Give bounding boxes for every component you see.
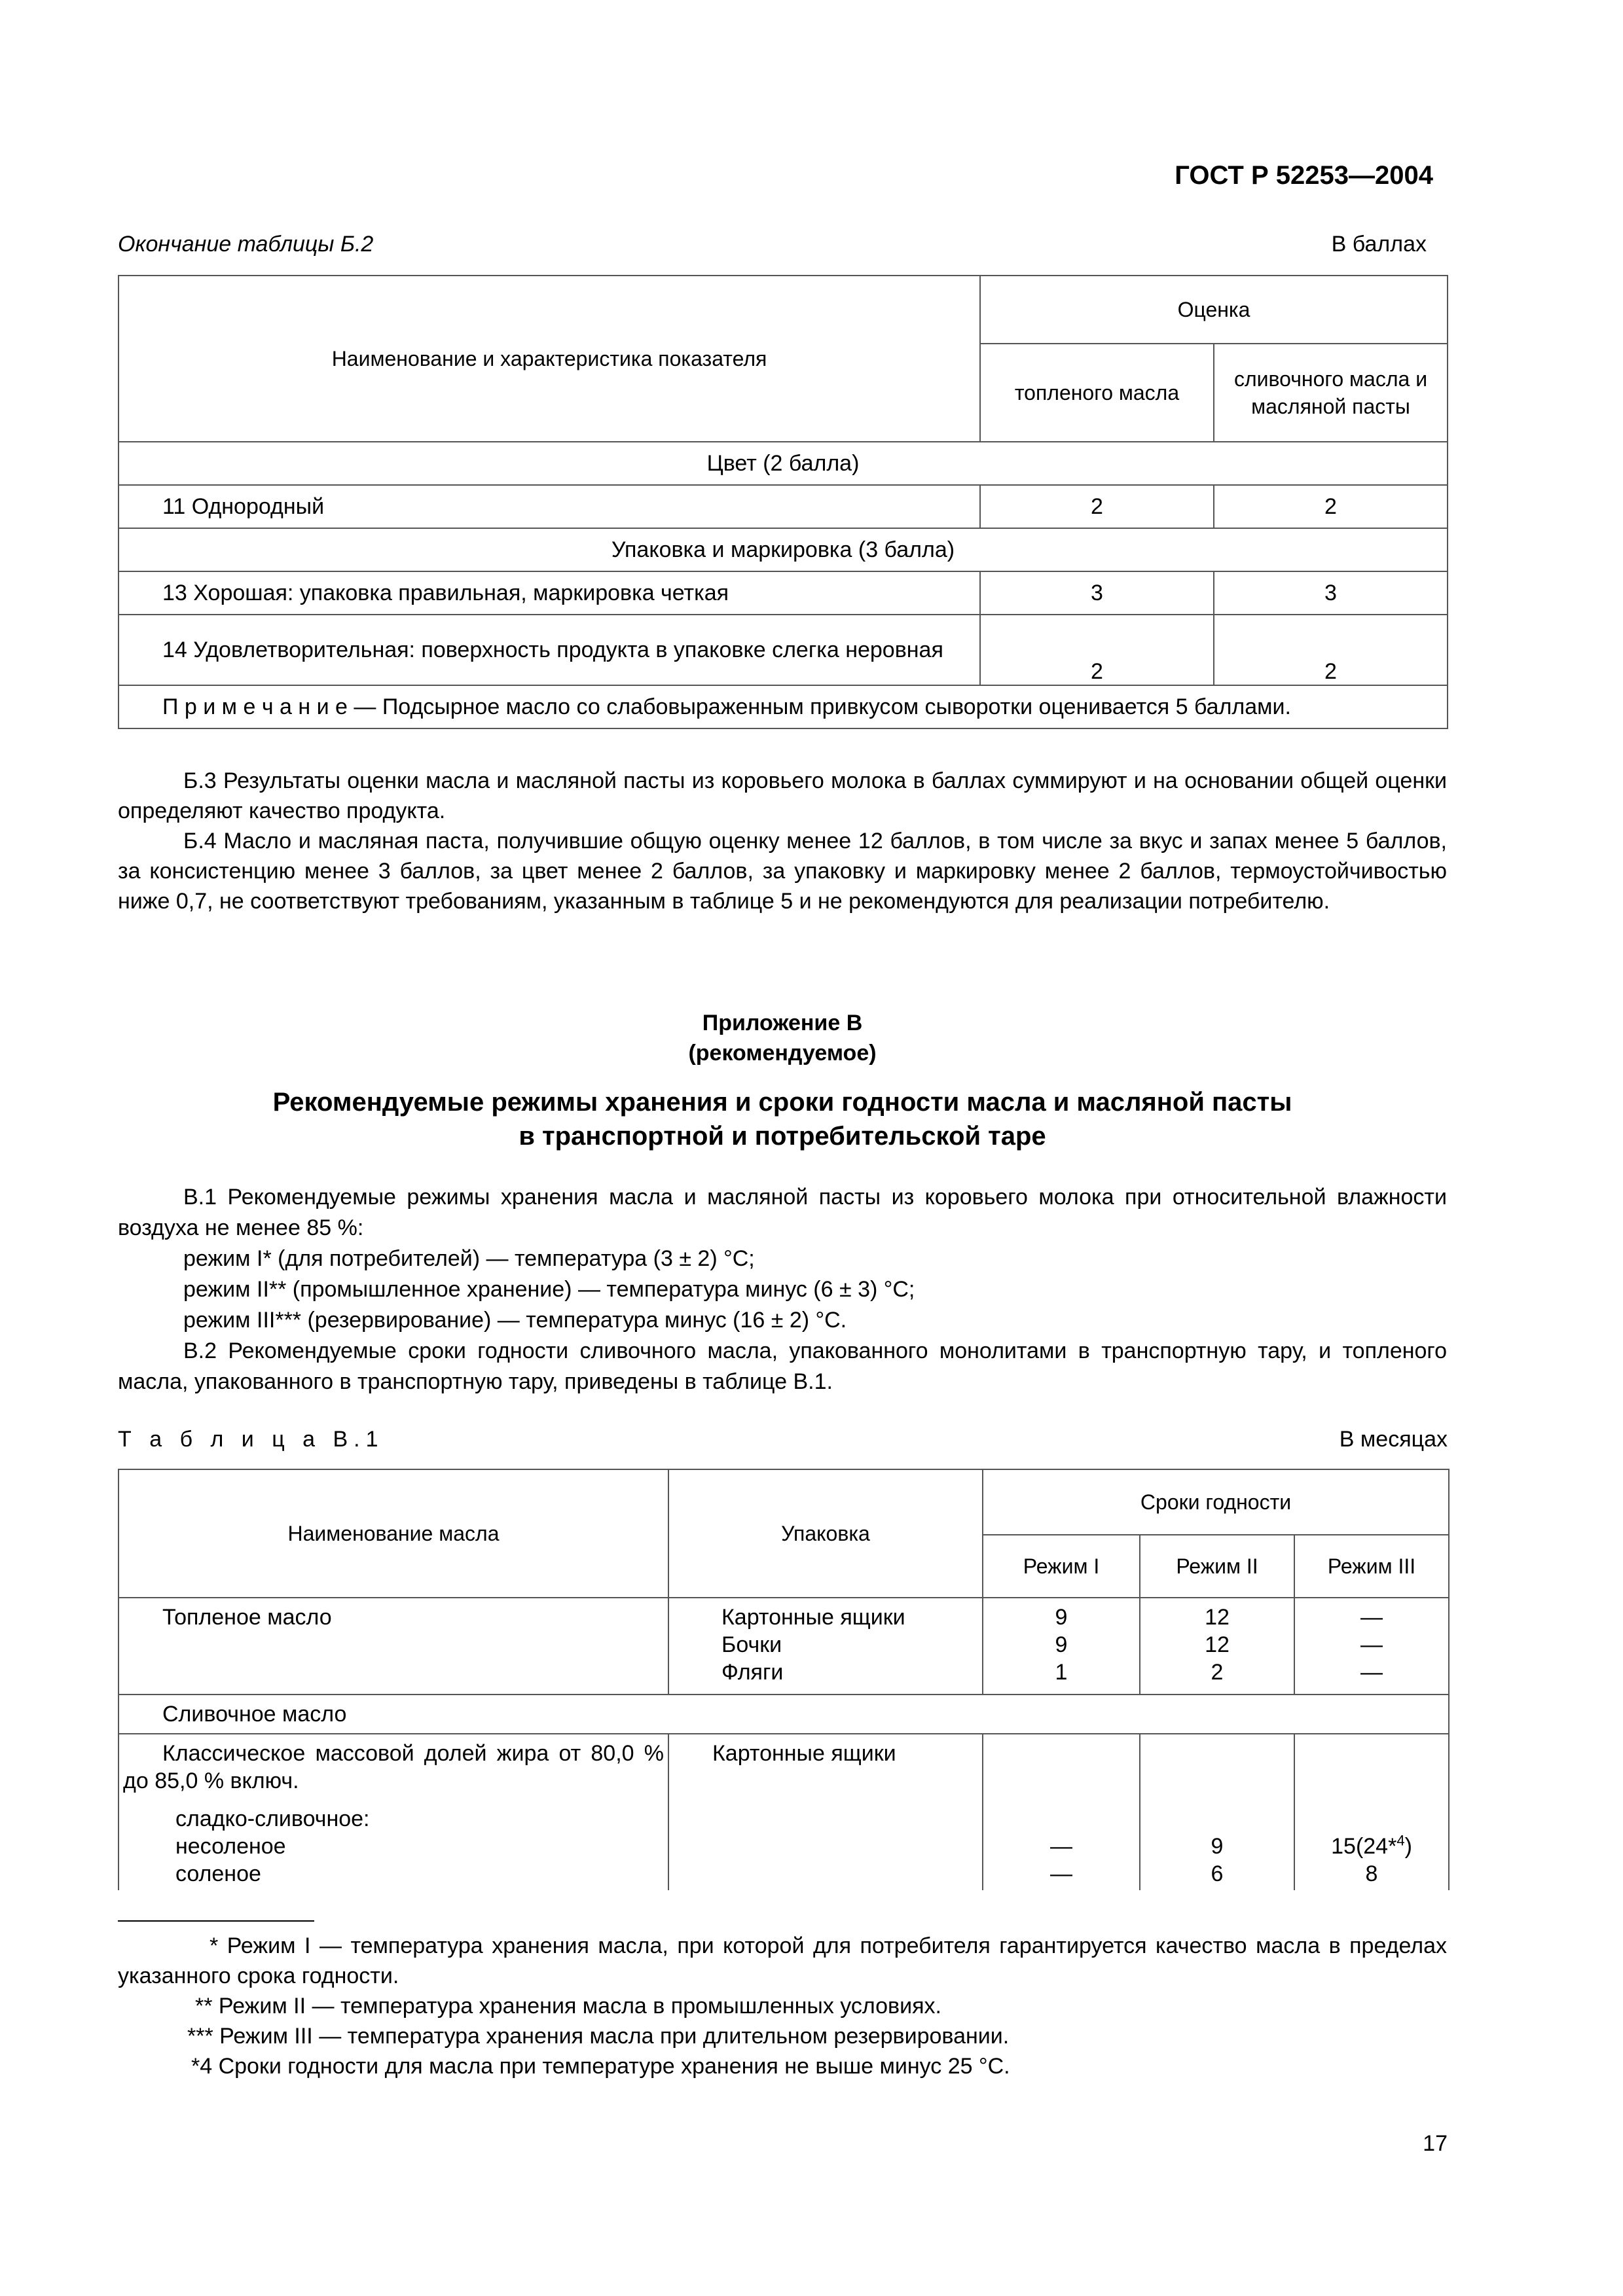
ghee-mode3-1: — xyxy=(1360,1605,1383,1630)
ghee-pack-1: Картонные ящики xyxy=(721,1605,905,1630)
page-number: 17 xyxy=(1423,2131,1448,2156)
table-v1-head-name: Наименование масла xyxy=(119,1469,668,1598)
table-b2-head-butter: сливочного масла и масляной пасты xyxy=(1214,344,1448,442)
table-b2-head-score: Оценка xyxy=(980,276,1448,344)
row-14-ghee: 2 xyxy=(980,615,1214,685)
table-v1 xyxy=(118,1469,1450,1890)
paragraph-v1: В.1 Рекомендуемые режимы хранения масла и масляной пасты из коровьего молока при относительной влажности воздуха не менее 85 %: xyxy=(118,1185,1447,1240)
table-b2-head-indicator: Наименование и характеристика показателя xyxy=(119,276,980,442)
classic-pack: Картонные ящики xyxy=(668,1734,983,1890)
ghee-mode1-1: 9 xyxy=(1055,1605,1068,1630)
footnote-1 xyxy=(118,1931,1447,1991)
footnote-mark: ** xyxy=(195,1994,213,2018)
table-b2-unit: В баллах xyxy=(1331,232,1427,257)
row-11-butter: 2 xyxy=(1214,485,1448,528)
note-text: — Подсырное масло со слабовыраженным привкусом сыворотки оценивается 5 баллами. xyxy=(347,694,1291,719)
mode-2: режим II** (промышленное хранение) — температура минус (6 ± 3) °С; xyxy=(183,1277,915,1302)
paragraph-b4: Б.4 Масло и масляная паста, получившие общую оценку менее 12 баллов, в том числе за вкус и запах менее 5 баллов, за консистенцию менее 3 баллов, за цвет менее 2 баллов, за упаковку и маркировку менее 2 баллов, термоустойчивостью ниже 0,7, не соответствуют требованиям, указанным в таблице 5 и не рекомендуются для реализации потребителю. xyxy=(118,829,1447,914)
ghee-mode2-2: 12 xyxy=(1205,1632,1230,1657)
appendix-status: (рекомендуемое) xyxy=(688,1041,877,1066)
classic-salted: соленое xyxy=(175,1861,261,1886)
footnote-3 xyxy=(118,2021,1447,2051)
classic-mode2-cell xyxy=(1140,1734,1294,1890)
paragraph-v2: В.2 Рекомендуемые сроки годности сливочного масла, упакованного монолитами в транспортную тару, и топленого масла, упакованного в транспортную тару, приведены в таблице В.1. xyxy=(118,1338,1447,1394)
table-b2-section-pack: Упаковка и маркировка (3 балла) xyxy=(119,528,1448,571)
table-row xyxy=(119,571,1448,615)
classic-mode3-cell xyxy=(1294,1734,1449,1890)
row-14-label: 14 Удовлетворительная: поверхность продукта в упаковке слегка неровная xyxy=(119,615,980,685)
table-v1-head-terms: Сроки годности xyxy=(983,1469,1449,1535)
paragraph-b3: Б.3 Результаты оценки масла и масляной пасты из коровьего молока в баллах суммируют и на основании общей оценки определяют качество продукта. xyxy=(118,768,1447,823)
ghee-mode2-3: 2 xyxy=(1211,1660,1224,1685)
table-v1-caption: Т а б л и ц а В.1 xyxy=(118,1427,384,1452)
ghee-mode1-cell xyxy=(983,1598,1140,1695)
ghee-mode3-cell xyxy=(1294,1598,1449,1695)
row-13-ghee: 3 xyxy=(980,571,1214,615)
note-prefix: П р и м е ч а н и е xyxy=(162,694,348,719)
footnote-mark: *** xyxy=(187,2024,213,2049)
classic-sub-head: сладко-сливочное: xyxy=(175,1806,370,1831)
ghee-mode3-2: — xyxy=(1360,1632,1383,1657)
footnote-2 xyxy=(118,1991,1447,2021)
footnote-separator xyxy=(118,1920,314,1922)
table-v1-head-mode3: Режим III xyxy=(1294,1535,1449,1598)
classic-salted-mode1: — xyxy=(1050,1861,1072,1886)
footnote-4 xyxy=(118,2051,1447,2081)
classic-salted-mode3: 8 xyxy=(1365,1861,1378,1886)
section-butter: Сливочное масло xyxy=(119,1695,1449,1734)
classic-unsalted-mode1: — xyxy=(1050,1834,1072,1859)
row-14-butter: 2 xyxy=(1214,615,1448,685)
footnote-text: Режим III — температура хранения масла при длительном резервировании. xyxy=(213,2024,1010,2049)
classic-unsalted-mode3 xyxy=(1299,1833,1444,1860)
table-b2-caption: Окончание таблицы Б.2 xyxy=(118,232,374,257)
classic-name-cell xyxy=(119,1734,668,1890)
classic-unsalted: несоленое xyxy=(175,1834,286,1859)
ghee-mode1-3: 1 xyxy=(1055,1660,1068,1685)
ghee-pack-cell xyxy=(668,1598,983,1695)
table-v1-head-mode2: Режим II xyxy=(1140,1535,1294,1598)
table-row xyxy=(119,1734,1449,1890)
classic-unsalted-mode2: 9 xyxy=(1211,1834,1224,1859)
table-v1-head-pack: Упаковка xyxy=(668,1469,983,1598)
ghee-mode1-2: 9 xyxy=(1055,1632,1068,1657)
table-v1-head-mode1: Режим I xyxy=(983,1535,1140,1598)
mode3-value: 15(24* xyxy=(1331,1834,1397,1859)
row-11-ghee: 2 xyxy=(980,485,1214,528)
table-b2 xyxy=(118,275,1448,729)
appendix-title: Приложение В xyxy=(702,1011,863,1035)
ghee-name: Топленое масло xyxy=(119,1598,668,1695)
ghee-mode2-1: 12 xyxy=(1205,1605,1230,1630)
footnote-ref: 4 xyxy=(1396,1832,1405,1849)
footnote-mark: * xyxy=(210,1933,219,1958)
document-id: ГОСТ Р 52253—2004 xyxy=(1175,161,1433,190)
ghee-mode3-3: — xyxy=(1360,1660,1383,1685)
footnote-text: Режим I — температура хранения масла, при которой для потребителя гарантируется качество масла в пределах указанного срока годности. xyxy=(118,1933,1447,1988)
row-11-label: 11 Однородный xyxy=(119,485,980,528)
mode3-close: ) xyxy=(1404,1834,1412,1859)
table-v1-unit: В месяцах xyxy=(1339,1427,1448,1452)
footnote-mark: *4 xyxy=(191,2054,213,2079)
table-row xyxy=(119,615,1448,685)
row-13-label: 13 Хорошая: упаковка правильная, маркировка четкая xyxy=(119,571,980,615)
ghee-pack-3: Фляги xyxy=(721,1660,784,1685)
row-13-butter: 3 xyxy=(1214,571,1448,615)
ghee-pack-2: Бочки xyxy=(721,1632,782,1657)
mode-3: режим III*** (резервирование) — температура минус (16 ± 2) °С. xyxy=(183,1308,847,1333)
appendix-heading-line2: в транспортной и потребительской таре xyxy=(519,1122,1046,1151)
table-row xyxy=(119,485,1448,528)
appendix-heading-line1: Рекомендуемые режимы хранения и сроки годности масла и масляной пасты xyxy=(272,1088,1292,1117)
classic-name: Классическое массовой долей жира от 80,0 % до 85,0 % включ. xyxy=(123,1741,664,1793)
classic-mode1-cell xyxy=(983,1734,1140,1890)
table-b2-section-color: Цвет (2 балла) xyxy=(119,442,1448,485)
footnote-text: Режим II — температура хранения масла в промышленных условиях. xyxy=(212,1994,941,2018)
classic-salted-mode2: 6 xyxy=(1211,1861,1224,1886)
footnote-text: Сроки годности для масла при температуре хранения не выше минус 25 °С. xyxy=(212,2054,1010,2079)
table-row xyxy=(119,1598,1449,1695)
mode-1: режим I* (для потребителей) — температура (3 ± 2) °С; xyxy=(183,1246,755,1271)
table-b2-note xyxy=(119,685,1448,728)
table-b2-head-ghee: топленого масла xyxy=(980,344,1214,442)
ghee-mode2-cell xyxy=(1140,1598,1294,1695)
